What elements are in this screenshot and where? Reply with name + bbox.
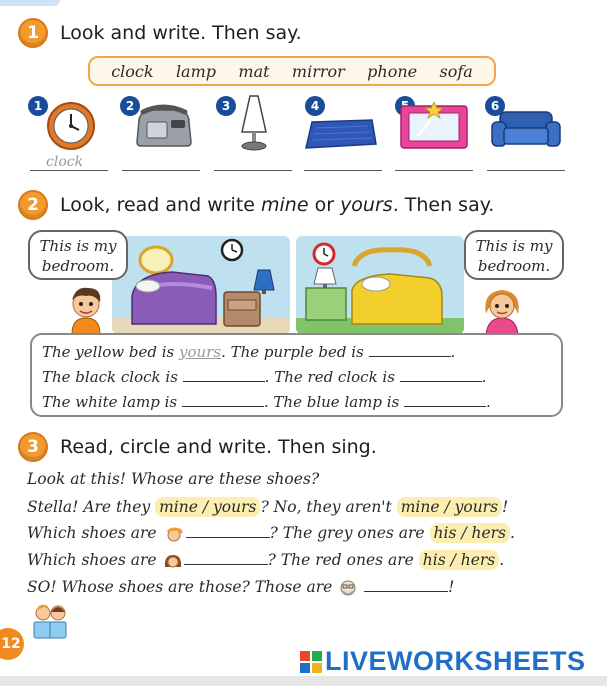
song-line-3-blank[interactable] <box>186 524 270 538</box>
line-2-blank-b[interactable] <box>400 368 482 382</box>
sentence-line-1 <box>42 343 455 361</box>
section-2-title-or: or <box>308 194 341 216</box>
boy-avatar <box>64 284 108 340</box>
item-6-line[interactable] <box>487 170 565 171</box>
liveworksheets-logo <box>300 646 586 677</box>
left-speech-bubble: This is my bedroom. <box>28 230 128 280</box>
item-2-line[interactable] <box>122 170 200 171</box>
section-3-title: Read, circle and write. Then sing. <box>60 436 377 458</box>
item-4-line[interactable] <box>304 170 382 171</box>
item-5-line[interactable] <box>395 170 473 171</box>
line-3-text-a: The white lamp is <box>42 393 182 411</box>
word-mat: mat <box>238 61 270 81</box>
right-bedroom-scene <box>296 236 464 334</box>
liveworksheets-brand: LIVEWORKSHEETS <box>325 646 586 676</box>
song-line-5 <box>27 578 454 598</box>
song-line-3-b: ? The grey ones are <box>269 524 430 542</box>
liveworksheets-logo-icon <box>300 651 322 673</box>
top-decoration <box>0 0 60 6</box>
left-bedroom-scene <box>112 236 290 334</box>
song-line-5-a: SO! Whose shoes are those? Those are <box>27 578 338 596</box>
word-mirror: mirror <box>291 61 345 81</box>
line-2-text-a: The black clock is <box>42 368 183 386</box>
word-box <box>88 56 496 86</box>
item-1-answer: clock <box>46 154 84 170</box>
choice-mine-yours-1[interactable]: mine / yours <box>155 497 260 517</box>
word-lamp: lamp <box>175 61 217 81</box>
song-line-3-a: Which shoes are <box>27 524 162 542</box>
right-speech-bubble: This is my bedroom. <box>464 230 564 280</box>
word-phone: phone <box>367 61 418 81</box>
sentence-line-3 <box>42 393 491 411</box>
phone-icon <box>133 104 195 154</box>
choice-mine-yours-2[interactable]: mine / yours <box>397 497 502 517</box>
line-1-text-a: The yellow bed is <box>42 343 180 361</box>
section-2-title-pre: Look, read and write <box>60 194 262 216</box>
old-man-face-icon <box>337 578 359 598</box>
item-3-number: 3 <box>216 96 236 116</box>
song-line-2 <box>27 498 508 516</box>
section-3-number: 3 <box>18 432 48 462</box>
song-line-4-c: . <box>499 551 505 569</box>
line-2-blank-a[interactable] <box>183 368 265 382</box>
lamp-icon <box>236 92 272 156</box>
reading-kids-illustration <box>28 600 72 644</box>
line-1-end: . <box>450 343 456 361</box>
song-line-4-blank[interactable] <box>184 551 268 565</box>
song-line-3-c: . <box>510 524 515 542</box>
line-1-blank-b[interactable] <box>369 343 451 357</box>
sentence-box <box>30 333 563 417</box>
girl-avatar <box>480 284 524 340</box>
girl-face-icon <box>162 553 184 569</box>
line-2-text-b: . The red clock is <box>264 368 400 386</box>
section-2-number: 2 <box>18 190 48 220</box>
section-2-title-mine: mine <box>261 194 309 216</box>
song-line-1: Look at this! Whose are these shoes? <box>27 470 320 488</box>
song-line-5-b: ! <box>448 578 455 596</box>
item-2-number: 2 <box>120 96 140 116</box>
item-6-number: 6 <box>485 96 505 116</box>
footer-bar <box>0 676 607 686</box>
choice-his-hers-2[interactable]: his / hers <box>419 550 500 570</box>
song-line-4-a: Which shoes are <box>27 551 162 569</box>
song-line-4-b: ? The red ones are <box>267 551 419 569</box>
line-2-end: . <box>481 368 487 386</box>
page-number-badge: 12 <box>0 628 24 660</box>
song-line-5-blank[interactable] <box>364 578 448 592</box>
choice-his-hers-1[interactable]: his / hers <box>430 523 511 543</box>
section-2-title <box>60 194 494 216</box>
item-4-number: 4 <box>305 96 325 116</box>
item-1-line[interactable] <box>30 170 108 171</box>
mat-icon <box>302 118 378 154</box>
word-sofa: sofa <box>439 61 473 81</box>
line-3-blank-a[interactable] <box>182 393 264 407</box>
line-3-blank-b[interactable] <box>404 393 486 407</box>
line-3-text-b: . The blue lamp is <box>263 393 405 411</box>
section-2-title-post: . Then say. <box>392 194 495 216</box>
sentence-line-2 <box>42 368 486 386</box>
sofa-icon <box>490 108 562 154</box>
song-line-2-a: Stella! Are they <box>27 498 156 516</box>
section-1-title: Look and write. Then say. <box>60 22 302 44</box>
item-1-number: 1 <box>28 96 48 116</box>
section-2-title-yours: yours <box>340 194 393 216</box>
song-line-2-b: ? No, they aren't <box>260 498 397 516</box>
line-1-text-b: . The purple bed is <box>221 343 369 361</box>
word-clock: clock <box>111 61 154 81</box>
boy-face-icon <box>162 526 186 542</box>
section-1-number: 1 <box>18 18 48 48</box>
item-3-line[interactable] <box>214 170 292 171</box>
song-line-2-c: ! <box>502 498 509 516</box>
line-1-answer-a[interactable]: yours <box>179 343 222 361</box>
song-line-3 <box>27 524 515 542</box>
line-3-end: . <box>486 393 491 411</box>
mirror-icon <box>398 102 470 154</box>
song-line-4 <box>27 551 504 569</box>
clock-icon <box>45 100 97 156</box>
